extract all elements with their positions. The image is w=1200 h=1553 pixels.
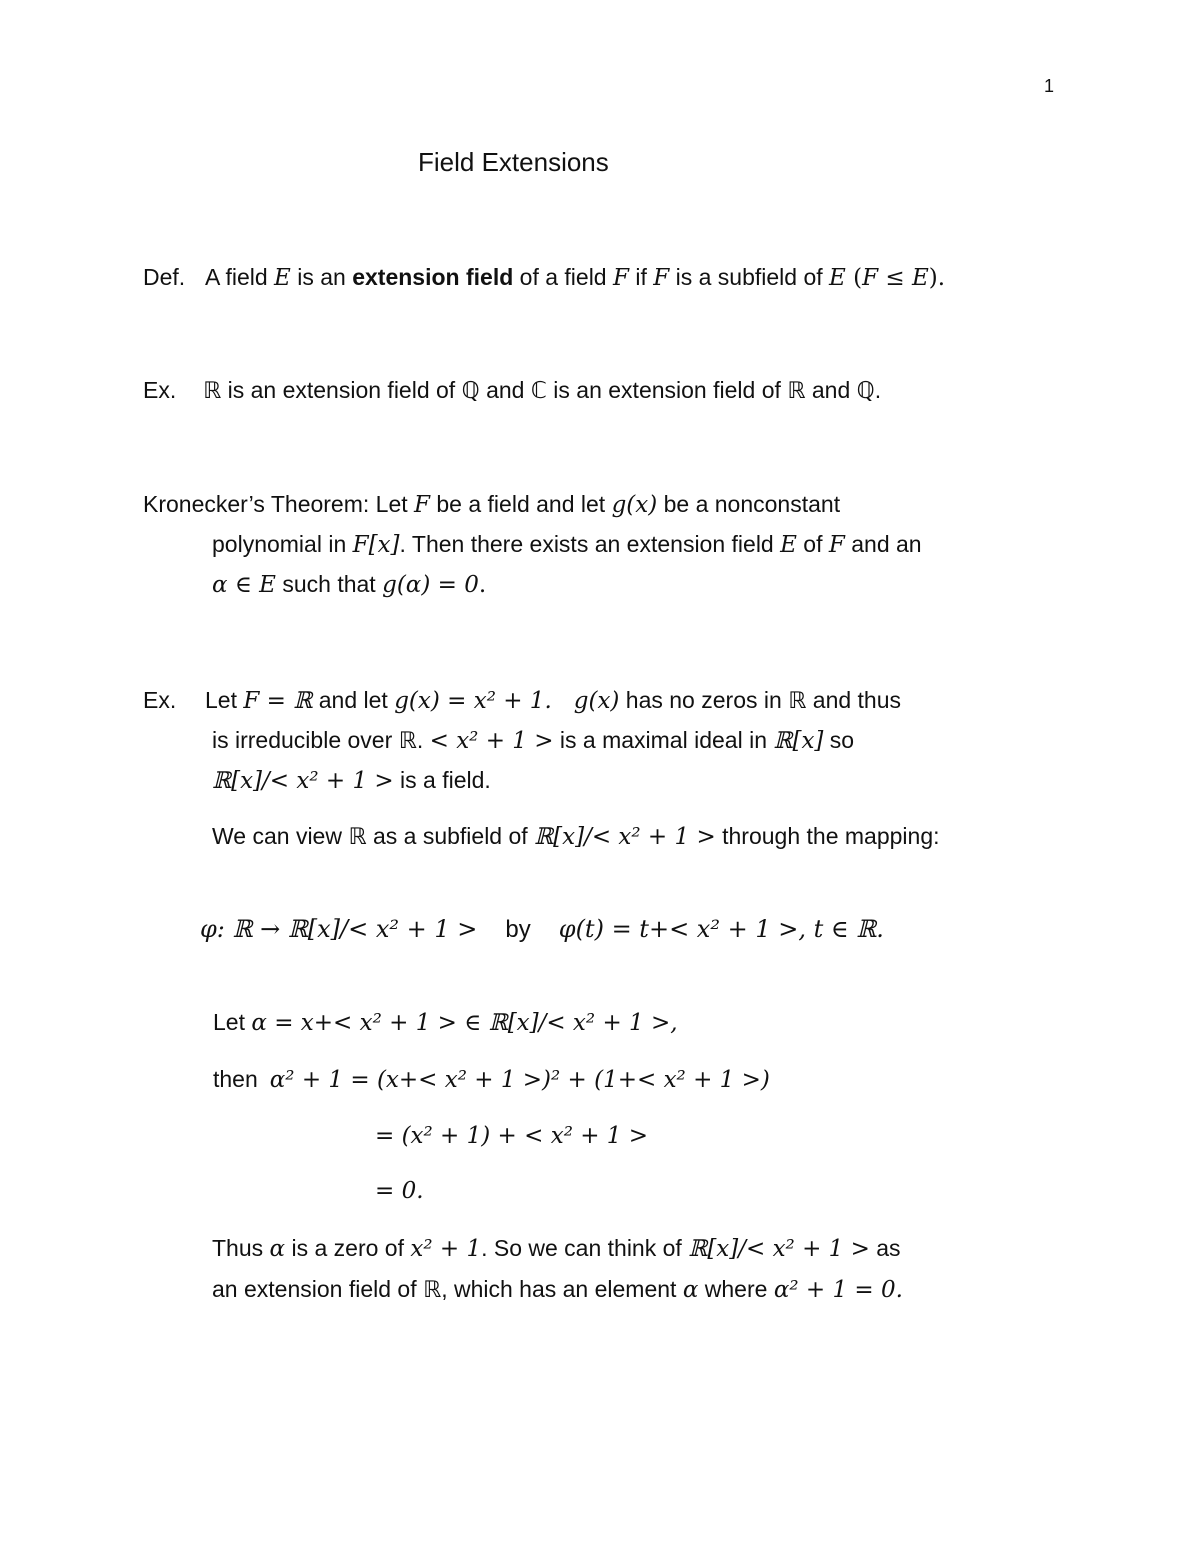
- definition-text: A field E is an extension field of a field F if F is a subfield of E (F ≤ E).: [205, 264, 946, 291]
- page-title: Field Extensions: [418, 147, 609, 177]
- example-2-label: Ex.: [143, 687, 177, 713]
- calculation-line-1: then α² + 1 = (x+< x² + 1 >)² + (1+< x² + 1 >): [213, 1066, 770, 1093]
- kronecker-line-1: Kronecker’s Theorem: Let F be a field and let g(x) be a nonconstant: [143, 491, 841, 518]
- defined-term: extension field: [352, 264, 514, 290]
- example-1-label: Ex.: [143, 377, 177, 403]
- conclusion-line-2: an extension field of ℝ, which has an element α where α² + 1 = 0.: [212, 1276, 903, 1303]
- kronecker-line-3: α ∈ E such that g(α) = 0.: [212, 571, 487, 598]
- conclusion-line-1: Thus α is a zero of x² + 1. So we can think of ℝ[x]/< x² + 1 > as: [212, 1235, 901, 1262]
- page-number: 1: [1044, 76, 1055, 96]
- example-2-line-3: ℝ[x]/< x² + 1 > is a field.: [212, 767, 491, 794]
- let-alpha-line: Let α = x+< x² + 1 > ∈ ℝ[x]/< x² + 1 >,: [213, 1009, 678, 1036]
- mapping-definition: φ: ℝ → ℝ[x]/< x² + 1 > by φ(t) = t+< x² + 1 >, t ∈ ℝ.: [200, 915, 884, 943]
- calculation-line-2: = (x² + 1) + < x² + 1 >: [375, 1123, 649, 1149]
- example-1-text: ℝ is an extension field of ℚ and ℂ is an extension field of ℝ and ℚ.: [203, 377, 882, 403]
- example-2-line-1: Let F = ℝ and let g(x) = x² + 1. g(x) has no zeros in ℝ and thus: [205, 687, 902, 714]
- definition-label: Def.: [143, 264, 186, 290]
- calculation-line-3: = 0.: [375, 1178, 424, 1204]
- example-2-line-4: We can view ℝ as a subfield of ℝ[x]/< x² + 1 > through the mapping:: [212, 823, 940, 850]
- kronecker-line-2: polynomial in F[x]. Then there exists an extension field E of F and an: [212, 531, 922, 558]
- example-2-line-2: is irreducible over ℝ. < x² + 1 > is a maximal ideal in ℝ[x] so: [212, 727, 855, 754]
